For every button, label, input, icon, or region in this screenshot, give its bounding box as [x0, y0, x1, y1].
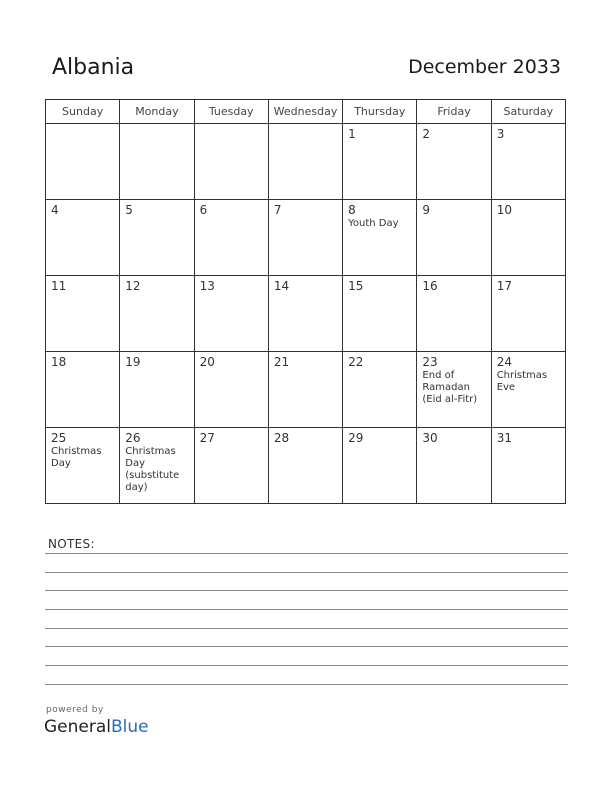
day-cell: [46, 352, 120, 428]
notes-line: [45, 572, 568, 573]
day-cell: [491, 352, 565, 428]
day-cell: [491, 124, 565, 200]
day-number: 5: [125, 203, 133, 217]
month-title: December 2033: [408, 56, 561, 78]
day-cell: [268, 428, 342, 504]
day-cell: [491, 428, 565, 504]
holiday-label: Christmas Eve: [496, 370, 548, 393]
day-number: 3: [496, 127, 505, 141]
notes-line: [45, 684, 568, 685]
day-cell: [46, 124, 120, 200]
day-number: 11: [51, 279, 67, 293]
day-cell: [120, 276, 194, 352]
holiday-label: End of Ramadan (Eid al-Fitr): [422, 370, 478, 405]
day-number: 26: [125, 431, 141, 445]
week-row: [46, 200, 566, 276]
day-number: 2: [422, 127, 431, 141]
day-number: 21: [273, 355, 290, 369]
week-row: [46, 276, 566, 352]
day-cell: [491, 276, 565, 352]
day-number: 1: [348, 127, 356, 141]
notes-line: [45, 553, 568, 554]
notes-line: [45, 628, 568, 629]
notes-line: [45, 665, 568, 666]
holiday-label: Christmas Day (substitute day): [125, 446, 180, 493]
weekday-sunday: Sunday: [46, 100, 120, 124]
weekday-friday: Friday: [417, 100, 491, 124]
generalblue-logo: [44, 717, 149, 737]
day-number: 7: [273, 203, 282, 217]
day-number: 20: [199, 355, 215, 369]
weekday-header-row: [46, 100, 566, 124]
logo-blue: Blue: [111, 717, 149, 737]
week-row: [46, 124, 566, 200]
day-cell: [194, 200, 268, 276]
day-cell: [491, 200, 565, 276]
weekday-wednesday: Wednesday: [268, 100, 342, 124]
holiday-label: Christmas Day: [51, 446, 102, 469]
week-row: [46, 428, 566, 504]
day-cell: [46, 200, 120, 276]
day-cell: [417, 124, 491, 200]
day-cell: [417, 428, 491, 504]
day-number: 28: [273, 431, 290, 445]
day-number: 8: [348, 203, 356, 217]
day-cell: [194, 124, 268, 200]
day-cell: [343, 428, 417, 504]
day-number: 31: [496, 431, 512, 445]
day-cell: [268, 200, 342, 276]
day-cell: [268, 276, 342, 352]
notes-label: NOTES:: [48, 537, 95, 551]
day-cell: [120, 352, 194, 428]
day-number: 16: [422, 279, 438, 293]
day-number: 29: [348, 431, 364, 445]
day-cell: [343, 276, 417, 352]
day-number: 4: [51, 203, 59, 217]
day-cell: [120, 200, 194, 276]
day-number: 12: [125, 279, 141, 293]
day-cell: [417, 352, 491, 428]
day-number: 25: [51, 431, 67, 445]
day-number: 23: [422, 355, 438, 369]
day-number: 19: [125, 355, 141, 369]
day-number: 17: [496, 279, 512, 293]
calendar-body: [46, 124, 566, 504]
country-title: Albania: [52, 55, 135, 80]
day-cell: [120, 124, 194, 200]
notes-line: [45, 609, 568, 610]
week-row: [46, 352, 566, 428]
day-cell: [343, 124, 417, 200]
day-number: 9: [422, 203, 431, 217]
day-cell: [194, 428, 268, 504]
logo-general: General: [44, 717, 111, 737]
day-number: 27: [199, 431, 215, 445]
weekday-tuesday: Tuesday: [194, 100, 268, 124]
day-cell: [343, 200, 417, 276]
day-cell: [46, 276, 120, 352]
day-number: 24: [496, 355, 512, 369]
day-cell: [417, 200, 491, 276]
day-cell: [194, 352, 268, 428]
powered-by-text: powered by: [46, 705, 104, 715]
day-cell: [46, 428, 120, 504]
day-number: 18: [51, 355, 67, 369]
weekday-monday: Monday: [120, 100, 194, 124]
day-cell: [268, 352, 342, 428]
day-number: 10: [496, 203, 512, 217]
day-cell: [417, 276, 491, 352]
day-cell: [120, 428, 194, 504]
day-cell: [268, 124, 342, 200]
day-number: 6: [199, 203, 208, 217]
day-number: 14: [273, 279, 290, 293]
calendar-grid: [45, 99, 566, 504]
holiday-label: Youth Day: [348, 218, 399, 229]
day-number: 30: [422, 431, 438, 445]
day-number: 22: [348, 355, 364, 369]
notes-line: [45, 646, 568, 647]
notes-line: [45, 590, 568, 591]
day-number: 15: [348, 279, 364, 293]
day-number: 13: [199, 279, 215, 293]
day-cell: [194, 276, 268, 352]
weekday-thursday: Thursday: [343, 100, 417, 124]
weekday-saturday: Saturday: [491, 100, 565, 124]
day-cell: [343, 352, 417, 428]
